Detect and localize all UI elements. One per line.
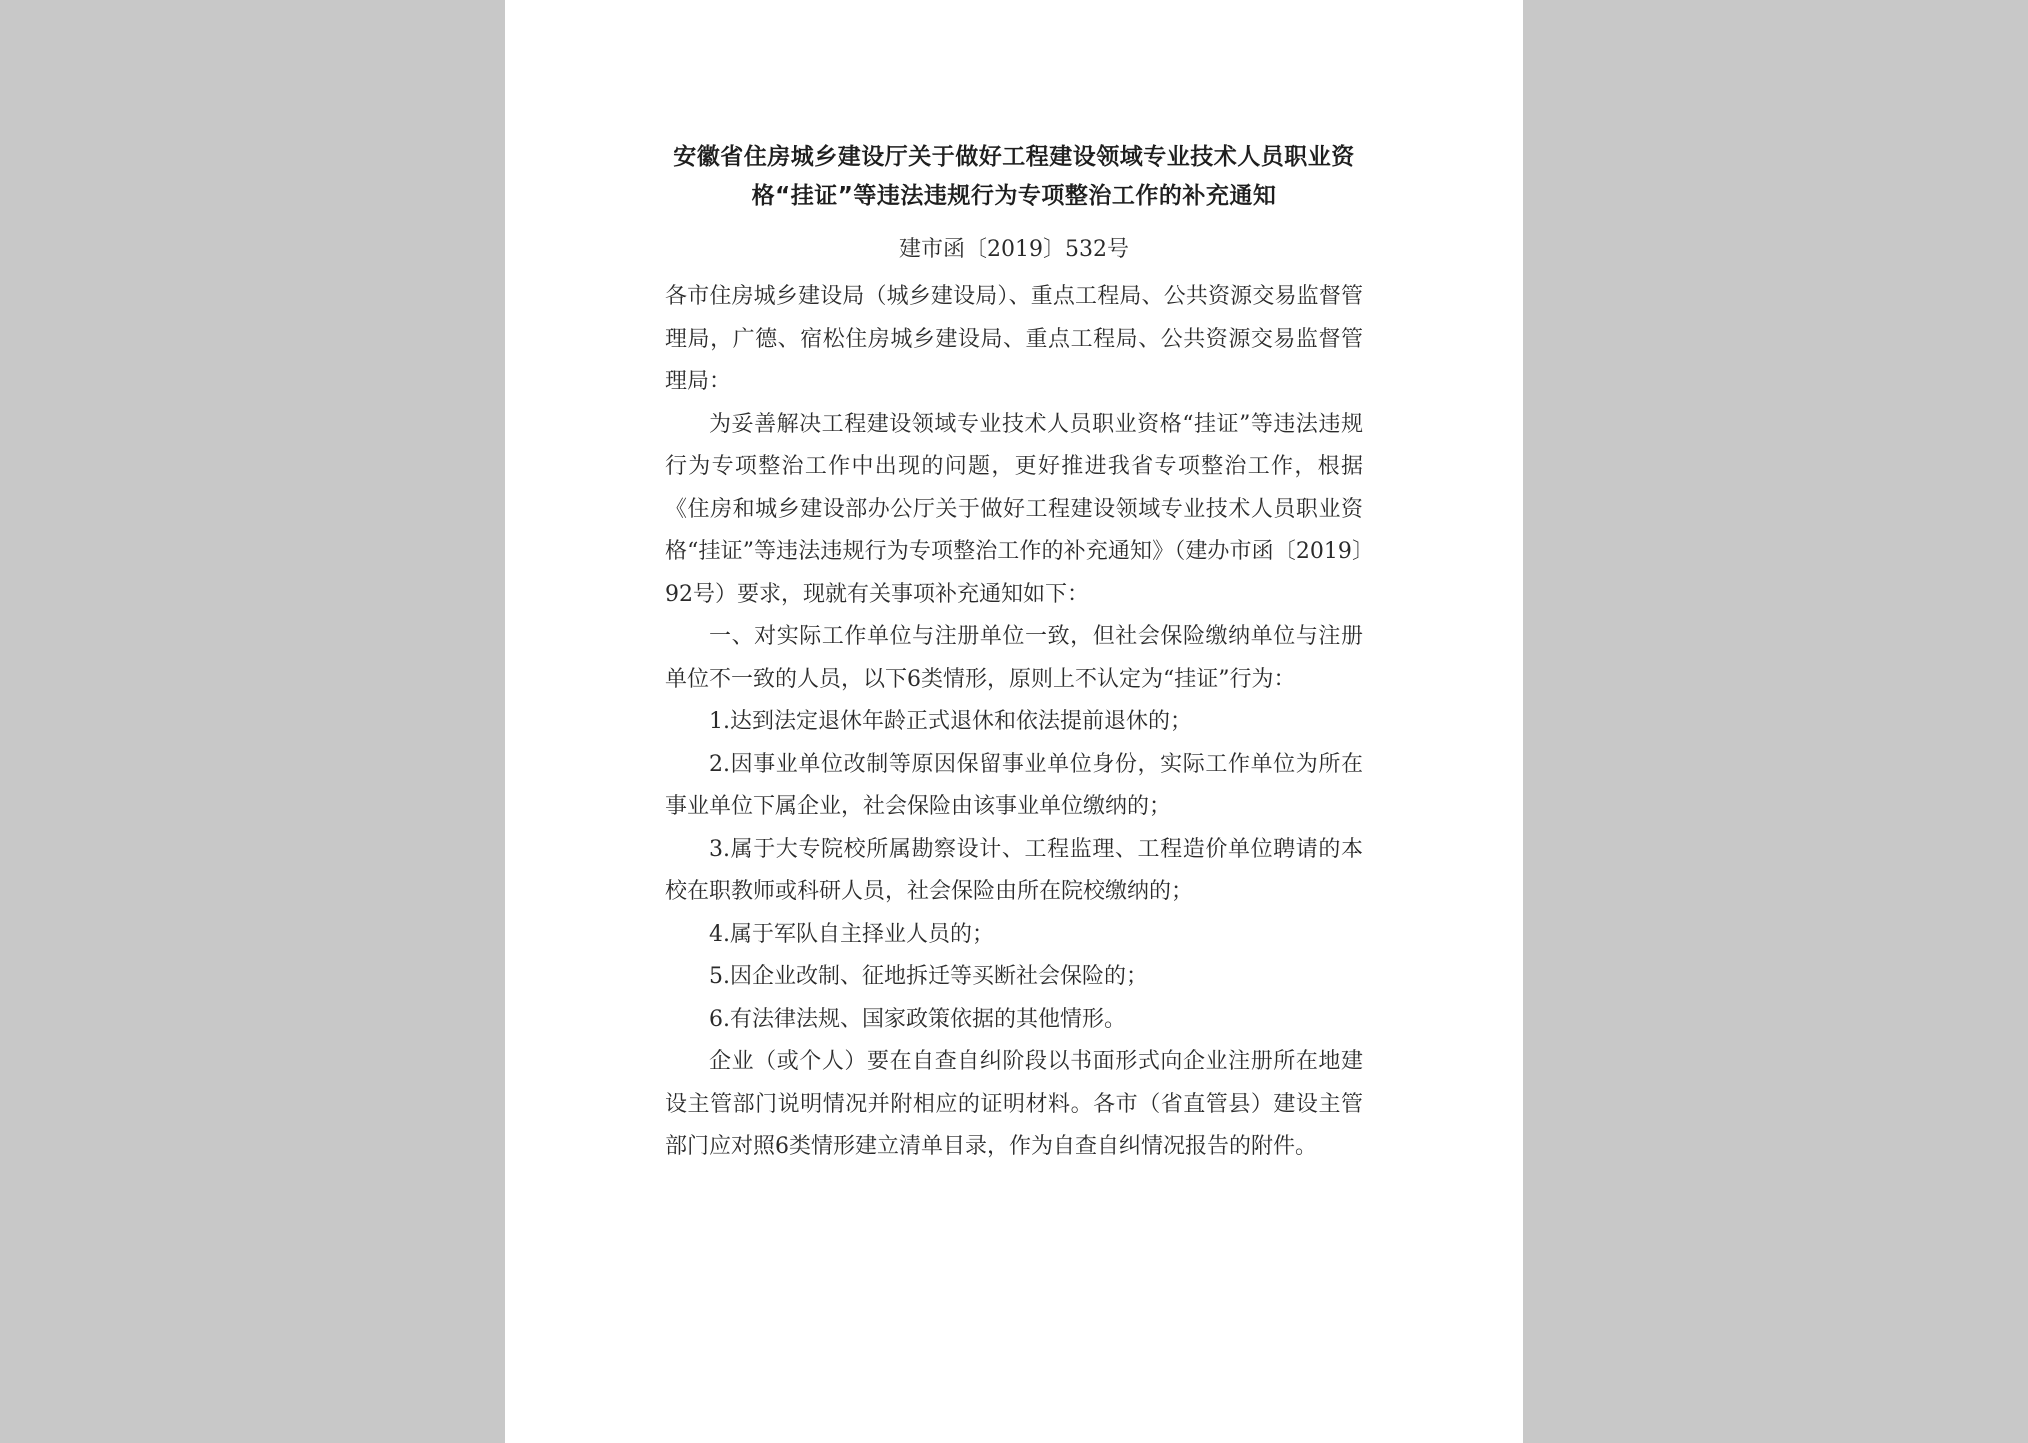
document-title xyxy=(665,138,1363,216)
paragraph-section-1: 一、对实际工作单位与注册单位一致，但社会保险缴纳单位与注册单位不一致的人员，以下6类情形，原则上不认定为“挂证”行为： xyxy=(665,624,1363,692)
list-item-6: 6.有法律法规、国家政策依据的其他情形。 xyxy=(709,1006,1126,1032)
paragraph-closing: 企业（或个人）要在自查自纠阶段以书面形式向企业注册所在地建设主管部门说明情况并附相应的证明材料。各市（省直管县）建设主管部门应对照6类情形建立清单目录，作为自查自纠情况报告的附件。 xyxy=(665,1049,1363,1159)
list-item-3: 3.属于大专院校所属勘察设计、工程监理、工程造价单位聘请的本校在职教师或科研人员，社会保险由所在院校缴纳的； xyxy=(665,836,1363,904)
title-line-1: 安徽省住房城乡建设厅关于做好工程建设领域专业技术人员职业资 xyxy=(673,144,1355,170)
paragraph-intro: 为妥善解决工程建设领域专业技术人员职业资格“挂证”等违法违规行为专项整治工作中出现的问题，更好推进我省专项整治工作，根据《住房和城乡建设部办公厅关于做好工程建设领域专业技术人员职业资格“挂证”等违法违规行为专项整治工作的补充通知》（建办市函〔2019〕92号）要求，现就有关事项补充通知如下： xyxy=(665,411,1363,607)
addressee: 各市住房城乡建设局（城乡建设局）、重点工程局、公共资源交易监督管理局，广德、宿松住房城乡建设局、重点工程局、公共资源交易监督管理局： xyxy=(665,284,1363,394)
title-line-2: 格“挂证”等违法违规行为专项整治工作的补充通知 xyxy=(751,183,1277,209)
list-item-4: 4.属于军队自主择业人员的； xyxy=(709,921,994,947)
document-number: 建市函〔2019〕532号 xyxy=(899,237,1129,262)
document-body xyxy=(665,276,1363,1169)
document-page xyxy=(505,0,1523,1443)
list-item-2: 2.因事业单位改制等原因保留事业单位身份，实际工作单位为所在事业单位下属企业，社会保险由该事业单位缴纳的； xyxy=(665,751,1363,819)
list-item-1: 1.达到法定退休年龄正式退休和依法提前退休的； xyxy=(709,709,1192,734)
list-item-5: 5.因企业改制、征地拆迁等买断社会保险的； xyxy=(709,964,1148,989)
